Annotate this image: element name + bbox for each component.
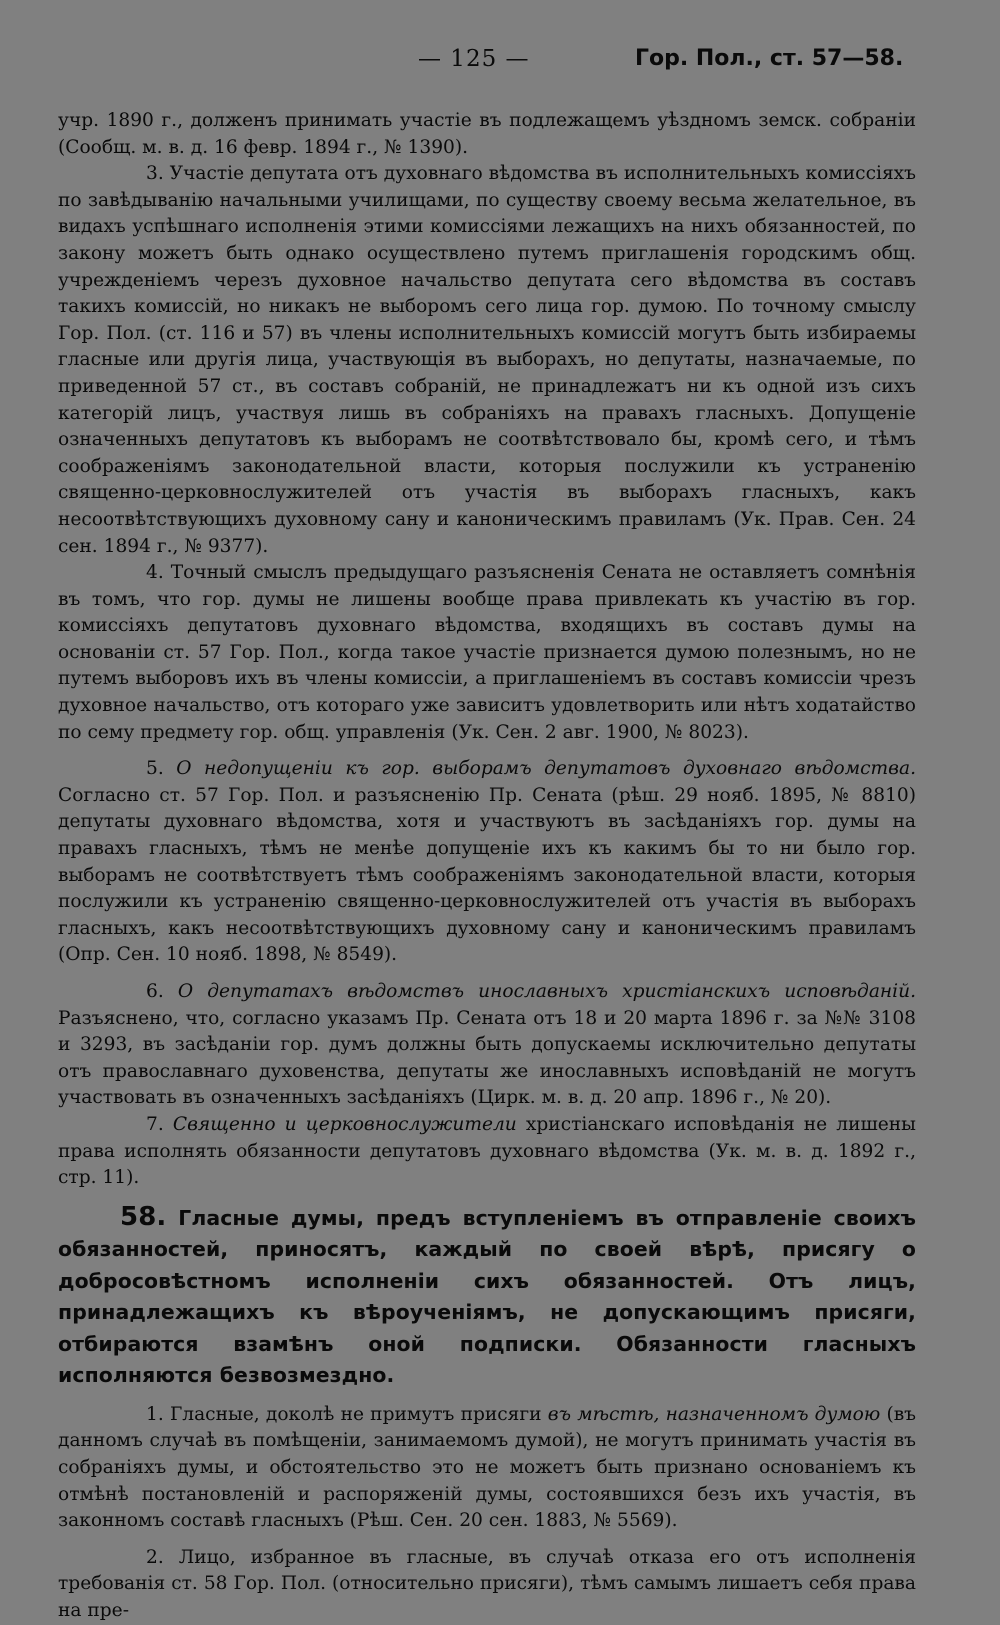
note-text: Разъяснено, что, согласно указамъ Пр. Сената отъ 18 и 20 марта 1896 г. за №№ 3108 и 3293, въ засѣданіи гор. думъ должны быть допускаемы исключительно депутаты отъ православнаго духовенства, депутаты же инославныхъ исповѣданій не могутъ участвовать въ означенныхъ засѣданіяхъ (Цирк. м. в. д. 20 апр. 1896 г., № 20). — [58, 1007, 916, 1109]
note-number: 5. — [146, 758, 164, 780]
note-number: 7. — [146, 1113, 164, 1135]
article-number: 58. — [120, 1201, 167, 1232]
article-58 — [58, 1202, 916, 1392]
article-text: Гласные думы, предъ вступленіемъ въ отправленіе своихъ обязанностей, приносятъ, каждый по своей вѣрѣ, присягу о добросовѣстномъ исполненіи сихъ обязанностей. Отъ лицъ, принадлежащихъ къ вѣроученіямъ, не допускающимъ присяги, отбираются взамѣнъ оной подписки. Обязанности гласныхъ исполняются безвозмездно. — [58, 1205, 916, 1388]
page-number: — 125 — — [418, 46, 530, 72]
note-title: О недопущеніи къ гор. выборамъ депутатовъ духовнаго вѣдомства. — [176, 758, 916, 780]
note-paragraph-6 — [58, 979, 916, 1112]
page-body — [58, 108, 916, 1625]
note-title: Священно и церковнослужители — [172, 1113, 517, 1135]
note-paragraph-4: 4. Точный смыслъ предыдущаго разъясненія Сената не оставляетъ сомнѣнія въ томъ, что гор. думы не лишены вообще права привлекать къ участію въ гор. комиссіяхъ депутатовъ духовнаго вѣдомства, входящихъ въ составъ думы на основаніи ст. 57 Гор. Пол., когда такое участіе признается думою полезнымъ, но не путемъ выборовъ ихъ въ члены комиссіи, а приглашеніемъ въ составъ комиссіи чрезъ духовное начальство, отъ котораго уже зависитъ удовлетворить или нѣтъ ходатайство по сему предмету гор. общ. управленія (Ук. Сен. 2 авг. 1900, № 8023). — [58, 562, 916, 743]
continued-paragraph: учр. 1890 г., долженъ принимать участіе въ подлежащемъ уѣздномъ земск. собраніи (Сообщ. м. в. д. 16 февр. 1894 г., № 1390). — [58, 110, 916, 158]
note-paragraph-3: 3. Участіе депутата отъ духовнаго вѣдомства въ исполнительныхъ комиссіяхъ по завѣдыванію начальными училищами, по существу своему весьма желательное, въ видахъ успѣшнаго исполненія этими комиссіями лежащихъ на нихъ обязанностей, по закону можетъ быть однако осуществлено путемъ приглашенія городскимъ общ. учрежденіемъ черезъ духовное начальство депутата сего вѣдомства въ составъ такихъ комиссій, но никакъ не выборомъ сего лица гор. думою. По точному смыслу Гор. Пол. (ст. 116 и 57) въ члены исполнительныхъ комиссій могутъ быть избираемы гласные или другія лица, участвующія въ выборахъ, но депутаты, назначаемые, по приведенной 57 ст., въ составъ собраній, не принадлежатъ ни къ одной изъ сихъ категорій лицъ, участвуя лишь въ собраніяхъ на правахъ гласныхъ. Допущеніе означенныхъ депутатовъ къ выборамъ не соотвѣтствовало бы, кромѣ сего, и тѣмъ соображеніямъ законодательной власти, которыя послужили къ устраненію священно-церковнослужителей отъ участія въ выборахъ гласныхъ, какъ несоотвѣтствующихъ духовному сану и каноническимъ правиламъ (Ук. Прав. Сен. 24 сен. 1894 г., № 9377). — [58, 163, 916, 557]
note-number: 6. — [146, 981, 164, 1002]
note-title: О депутатахъ вѣдомствъ инославныхъ христіанскихъ исповѣданій. — [177, 981, 916, 1002]
page-header — [0, 46, 1000, 76]
note-text: христіанскаго исповѣданія не лишены права исполнять обязанности депутатовъ духовнаго вѣдомства (Ук. м. в. д. 1892 г., стр. 11). — [58, 1113, 916, 1189]
note-paragraph-5 — [58, 756, 916, 969]
note-text: 1. Гласные, доколѣ не примутъ присяги — [146, 1403, 542, 1425]
running-title: Гор. Пол., ст. 57—58. — [635, 46, 904, 71]
note-title: въ мѣстѣ, назначенномъ думою — [547, 1403, 881, 1425]
article-58-note-2: 2. Лицо, избранное въ гласные, въ случаѣ отказа его отъ исполненія требованія ст. 58 Гор. Пол. (относительно присяги), тѣмъ самымъ лишаетъ себя права на пре- — [58, 1546, 916, 1621]
article-58-note-1 — [58, 1402, 916, 1535]
note-text: (въ данномъ случаѣ въ помѣщеніи, занимаемомъ думой), не могутъ принимать участія въ собраніяхъ думы, и обстоятельство это не можетъ быть признано основаніемъ къ отмѣнѣ постановленій и распоряженій думы, состоявшихся безъ ихъ участія, въ законномъ составѣ гласныхъ (Рѣш. Сен. 20 сен. 1883, № 5569). — [58, 1403, 917, 1532]
note-text: Согласно ст. 57 Гор. Пол. и разъясненію Пр. Сената (рѣш. 29 нояб. 1895, № 8810) депутаты духовнаго вѣдомства, хотя и участвуютъ въ засѣданіяхъ гор. думы на правахъ гласныхъ, тѣмъ не менѣе допущеніе ихъ къ какимъ бы то ни было гор. выборамъ не соотвѣтствуетъ тѣмъ соображеніямъ законодательной власти, которыя послужили къ устраненію священно-церковнослужителей отъ участія въ выборахъ гласныхъ, какъ несоотвѣтствующихъ духовному сану и каноническимъ правиламъ (Опр. Сен. 10 нояб. 1898, № 8549). — [58, 784, 916, 966]
note-paragraph-7 — [58, 1112, 916, 1192]
